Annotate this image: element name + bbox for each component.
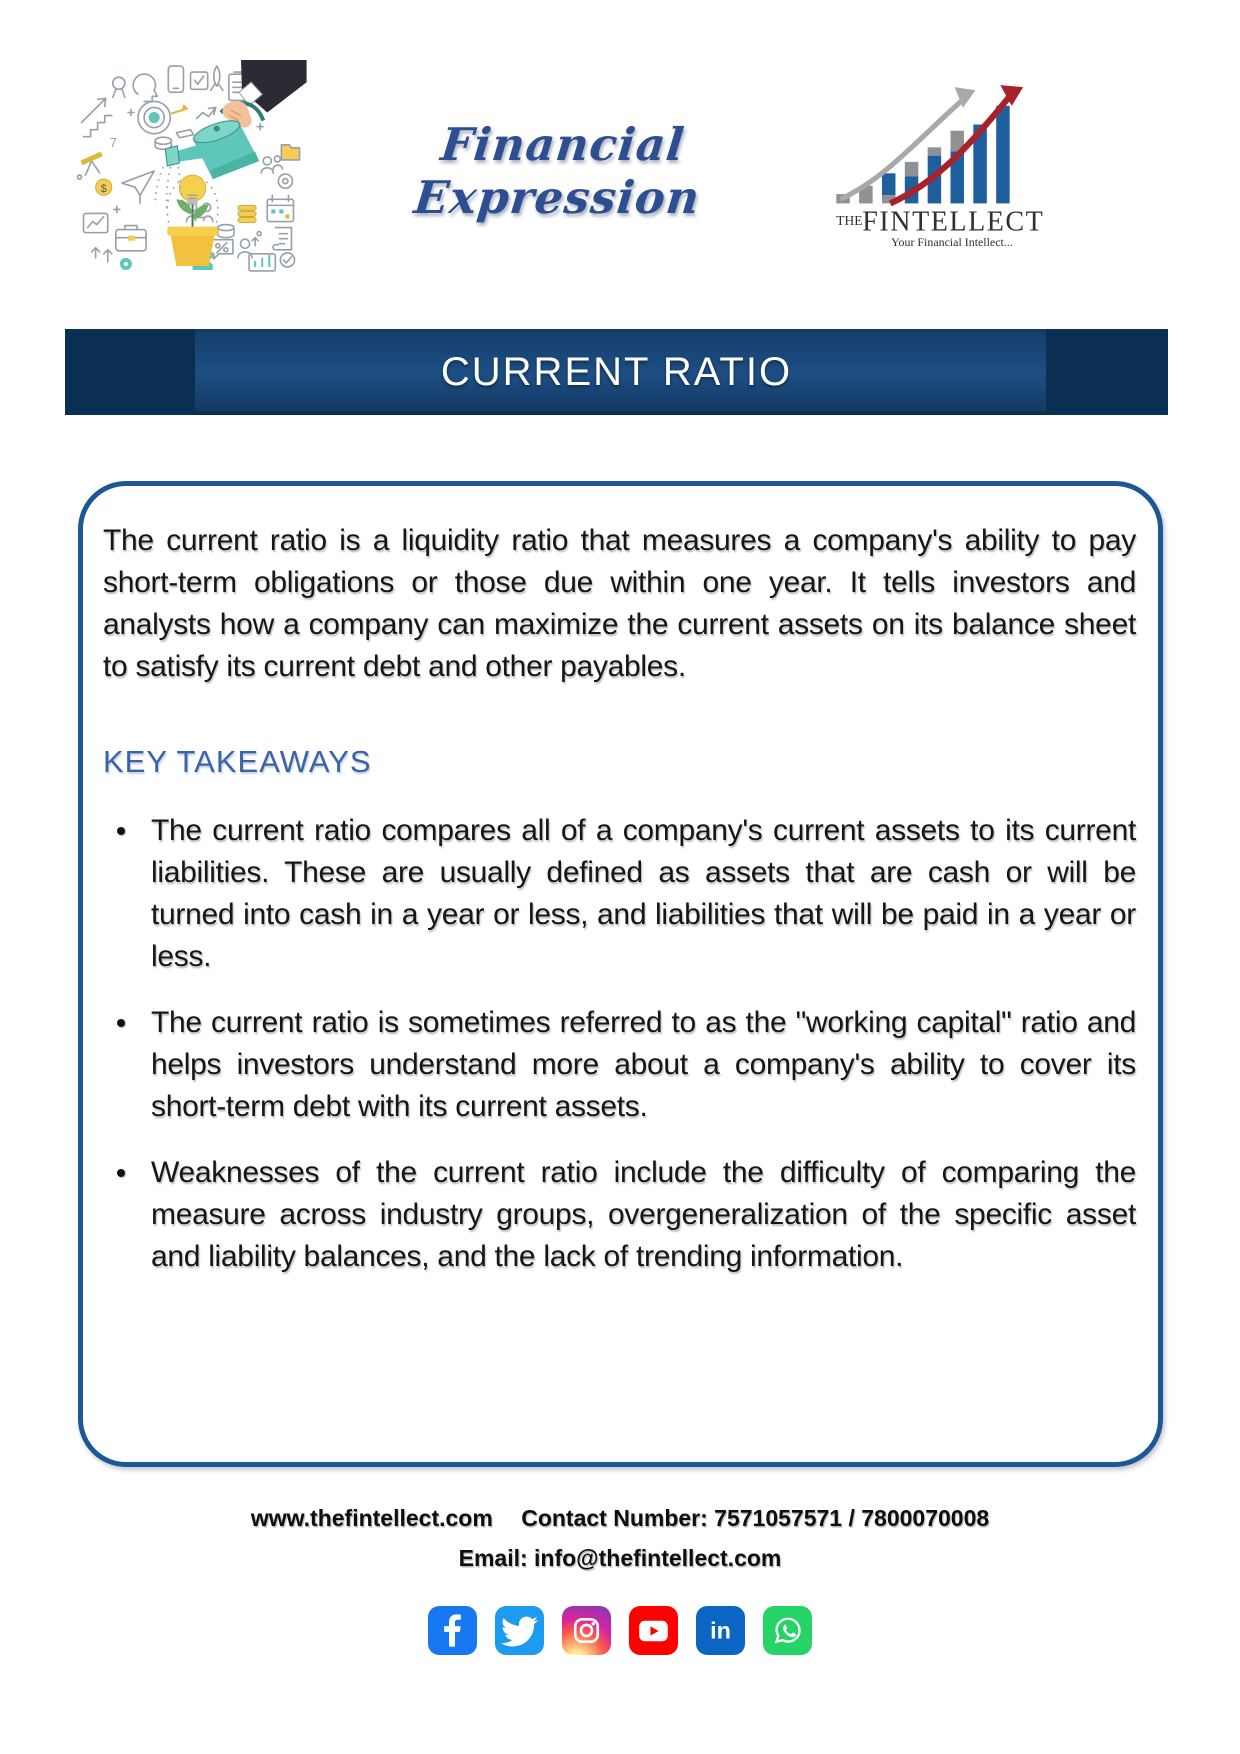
finance-doodle-illustration bbox=[68, 60, 308, 272]
page-title: CURRENT RATIO bbox=[440, 349, 793, 394]
social-icons-row bbox=[0, 1606, 1240, 1655]
takeaway-text: Weaknesses of the current ratio include the difficulty of comparing the measure across industry groups, overgeneralization of the specific asset and liability balances, and the lack of trending information. bbox=[151, 1156, 1136, 1273]
takeaway-text: The current ratio compares all of a company's current assets to its current liabilities. These are usually defined as assets that are cash or will be turned into cash in a year or less, and liabilities that will be paid in a year or less. bbox=[151, 814, 1136, 973]
linkedin-icon[interactable] bbox=[696, 1606, 745, 1655]
takeaway-text: The current ratio is sometimes referred to as the "working capital" ratio and helps investors understand more about a company's ability to cover its short-term debt with its current assets. bbox=[151, 1006, 1136, 1123]
footer-email: Email: info@thefintellect.com bbox=[458, 1545, 782, 1571]
key-takeaways-heading: KEY TAKEAWAYS bbox=[103, 744, 372, 779]
svg-text:in: in bbox=[710, 1617, 731, 1644]
logo-the: THE bbox=[836, 213, 863, 229]
title-banner bbox=[65, 329, 1168, 415]
bullet-icon bbox=[117, 1019, 125, 1027]
youtube-icon[interactable] bbox=[629, 1606, 678, 1655]
takeaway-item bbox=[103, 1002, 1136, 1128]
logo-tagline: Your Financial Intellect... bbox=[891, 234, 1013, 249]
fintellect-logo bbox=[828, 76, 1046, 254]
intro-paragraph: The current ratio is a liquidity ratio that measures a company's ability to pay short-term obligations or those due within one year. It tells investors and analysts how a company can maximize the current assets on its balance sheet to satisfy its current debt and other payables. bbox=[103, 524, 1136, 683]
twitter-icon[interactable] bbox=[495, 1606, 544, 1655]
footer-contact-number: Contact Number: 7571057571 / 7800070008 bbox=[521, 1505, 990, 1531]
svg-text:$: $ bbox=[100, 183, 107, 196]
svg-text:7: 7 bbox=[109, 134, 118, 150]
logo-name: FINTELLECT bbox=[862, 206, 1045, 238]
bullet-icon bbox=[117, 827, 125, 835]
content-box bbox=[78, 481, 1163, 1467]
takeaway-item bbox=[103, 810, 1136, 978]
footer-website: www.thefintellect.com bbox=[250, 1505, 493, 1531]
brand-title: Financial Expression bbox=[411, 118, 703, 224]
instagram-icon[interactable] bbox=[562, 1606, 611, 1655]
bullet-icon bbox=[117, 1169, 125, 1177]
footer-contact-block bbox=[0, 1498, 1240, 1578]
whatsapp-icon[interactable] bbox=[763, 1606, 812, 1655]
takeaway-item bbox=[103, 1152, 1136, 1278]
facebook-icon[interactable] bbox=[428, 1606, 477, 1655]
